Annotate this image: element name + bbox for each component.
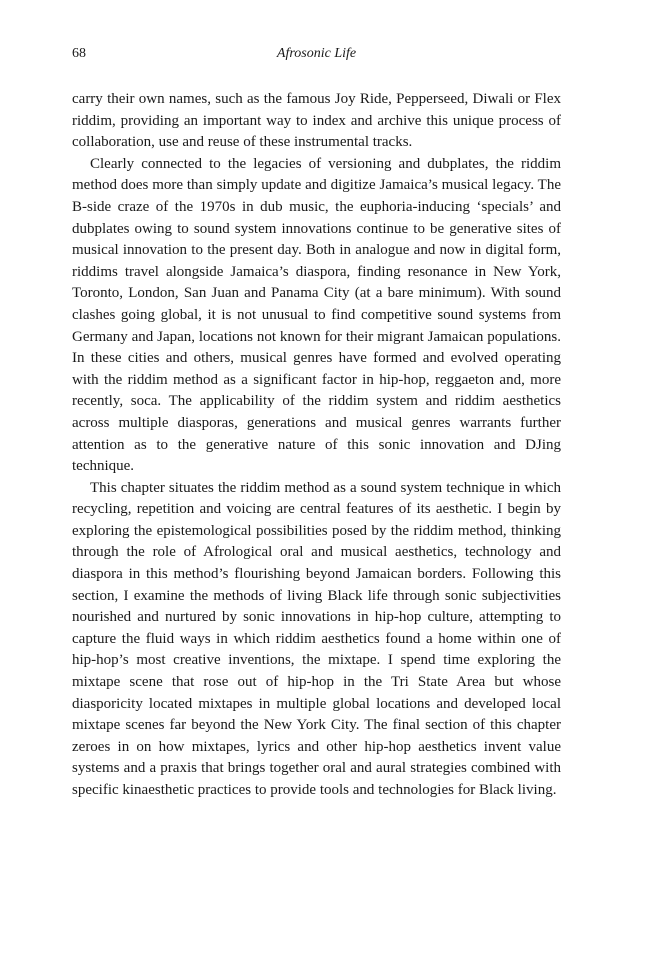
paragraph-continued: carry their own names, such as the famous Joy Ride, Pepperseed, Diwali or Flex riddim, providing an important way to index and archive this unique process of collaboration, use and reuse of these instrumental tracks. bbox=[72, 91, 561, 151]
body-text bbox=[72, 89, 561, 802]
running-head bbox=[72, 46, 561, 66]
paragraph-chapter-overview: This chapter situates the riddim method as a sound system technique in which recycling, repetition and voicing are central features of its aesthetic. I begin by exploring the epistemological possibilities posed by the riddim method, thinking through the role of Afrological oral and musical aesthetics, technology and diaspora in this method’s flourishing beyond Jamaican borders. Following this section, I examine the methods of living Black life through sonic subjectivities nourished and nurtured by sonic innovations in hip-hop culture, attempting to capture the fluid ways in which riddim aesthetics found a home within one of hip-hop’s most creative inventions, the mixtape. I spend time exploring the mixtape scene that rose out of hip-hop in the Tri State Area but whose diasporicity located mixtapes in multiple global locations and developed local mixtape scenes far beyond the New York City. The final section of this chapter zeroes in on how mixtapes, lyrics and other hip-hop aesthetics invent value systems and a praxis that brings together oral and aural strategies combined with specific kinaesthetic practices to provide tools and technologies for Black living. bbox=[72, 479, 561, 798]
paragraph-riddim-legacy: Clearly connected to the legacies of versioning and dubplates, the riddim method does more than simply update and digitize Jamaica’s musical legacy. The B-side craze of the 1970s in dub music, the euphoria-inducing ‘specials’ and dubplates owing to sound system innovations continue to be generative sites of musical innovation to the present day. Both in analogue and now in digital form, riddims travel alongside Jamaica’s diaspora, finding resonance in New York, Toronto, London, San Juan and Panama City (at a bare minimum). With sound clashes going global, it is not unusual to find competitive sound systems from Germany and Japan, locations not known for their migrant Jamaican populations. In these cities and others, musical genres have formed and evolved operating with the riddim method as a significant factor in hip-hop, reggaeton and, more recently, soca. The applicability of the riddim system and riddim aesthetics across multiple diasporas, generations and musical genres warrants further attention as to the generative nature of this sonic innovation and DJing technique. bbox=[72, 155, 561, 475]
page-number: 68 bbox=[72, 46, 86, 61]
running-title: Afrosonic Life bbox=[276, 46, 357, 61]
